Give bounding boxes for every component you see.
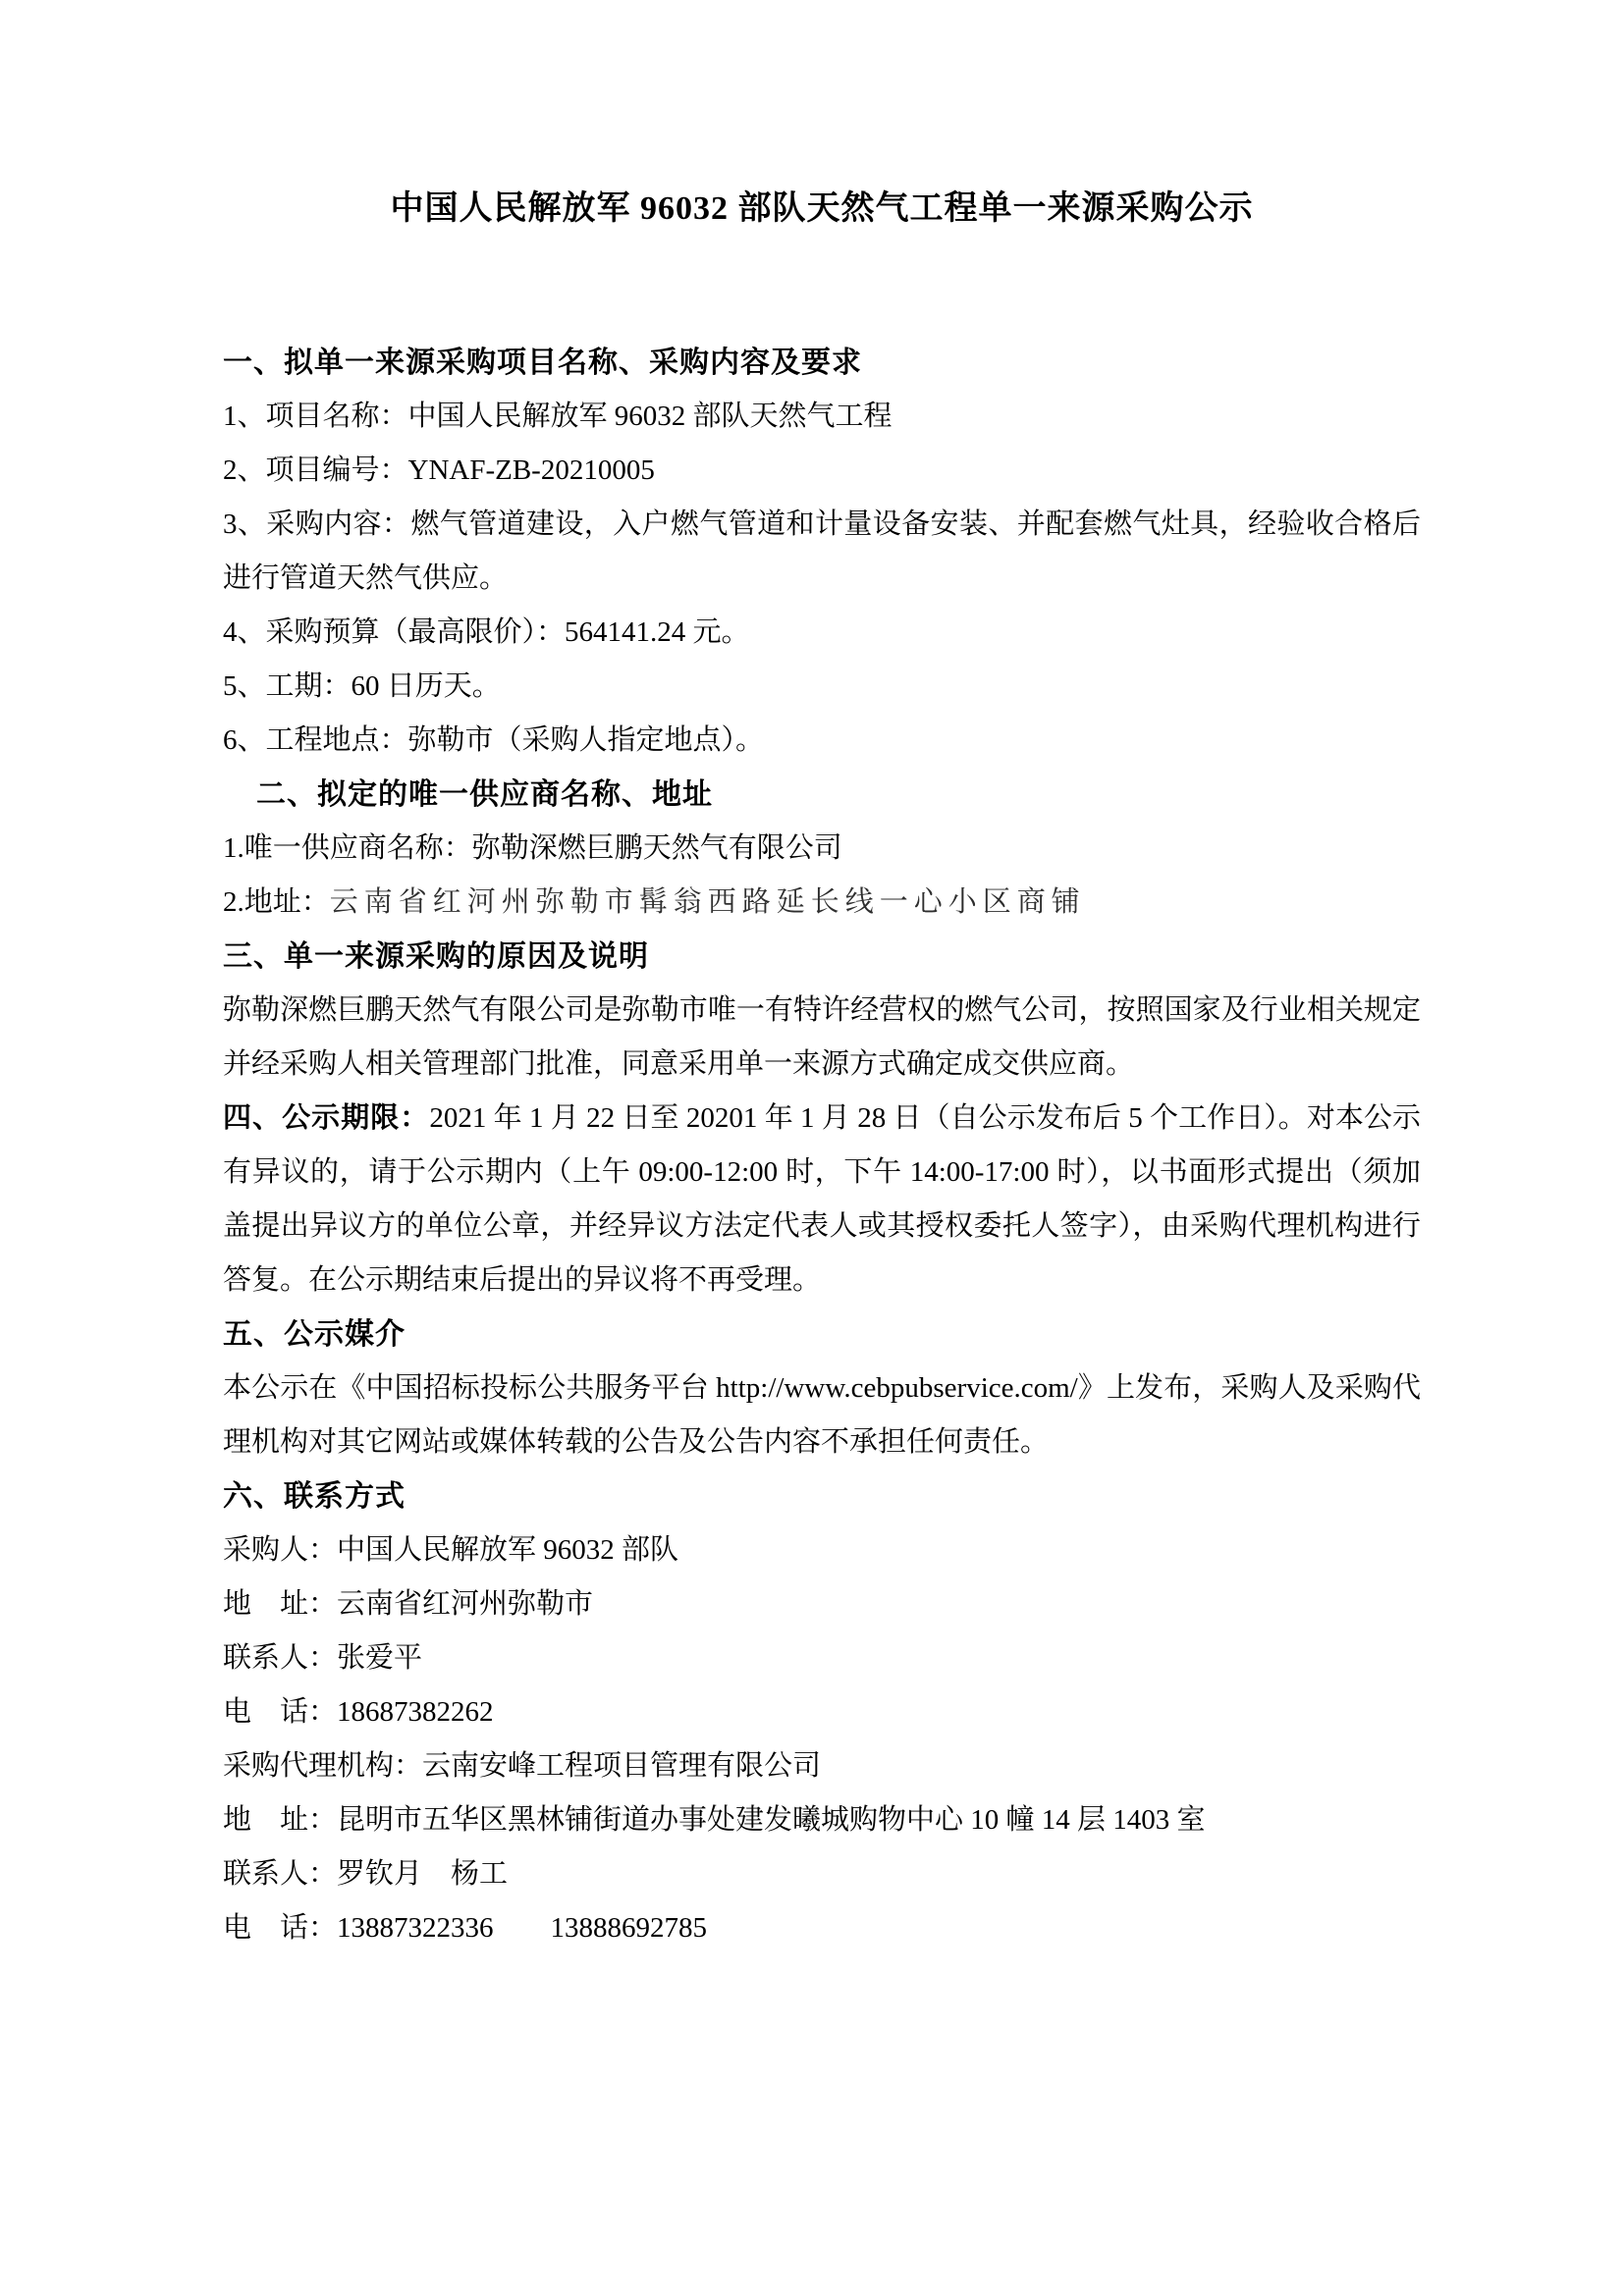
agency-phone-value: 13887322336 13888692785: [337, 1912, 708, 1944]
supplier-name-line: [223, 822, 1421, 876]
section-6-heading: 六、联系方式: [223, 1480, 406, 1513]
single-source-reason-paragraph: 弥勒深燃巨鹏天然气有限公司是弥勒市唯一有特许经营权的燃气公司，按照国家及行业相关规定并经采购人相关管理部门批准，同意采用单一来源方式确定成交供应商。: [223, 994, 1421, 1080]
agency-phone-line: [223, 1901, 1421, 1955]
section-4-heading-inline: 四、公示期限：: [223, 1102, 430, 1134]
agency-contact-line: [223, 1847, 1421, 1901]
supplier-name-value: 弥勒深燃巨鹏天然气有限公司: [471, 832, 842, 864]
purchaser-contact-label: 联系人：: [223, 1642, 338, 1674]
project-number-line: 2、项目编号：YNAF-ZB-20210005: [223, 454, 655, 486]
supplier-address-line: [223, 876, 1421, 930]
purchaser-contact-line: [223, 1631, 1421, 1685]
purchaser-label: 采购人：: [223, 1534, 338, 1566]
purchaser-address-line: [223, 1577, 1421, 1631]
publicity-period-text: 2021 年 1 月 22 日至 20201 年 1 月 28 日（自公示发布后 5 个工作日）。对本公示有异议的，请于公示期内（上午 09:00-12:00 时，下午 14:00-17:00 时），以书面形式提出（须加盖提出异议方的单位公章，并经异议方法定代表人或其授权委托人签字），由采购代理机构进行答复。在公示期结束后提出的异议将不再受理。: [223, 1102, 1421, 1296]
agency-line: [223, 1739, 1421, 1793]
publicity-period-paragraph: [223, 1092, 1421, 1308]
agency-contact-label: 联系人：: [223, 1858, 338, 1890]
agency-address-value: 昆明市五华区黑林铺街道办事处建发曦城购物中心 10 幢 14 层 1403 室: [337, 1804, 1206, 1836]
agency-value: 云南安峰工程项目管理有限公司: [422, 1750, 822, 1782]
supplier-name-label: 1.唯一供应商名称：: [223, 832, 472, 864]
purchaser-value: 中国人民解放军 96032 部队: [337, 1534, 679, 1566]
purchaser-phone-line: [223, 1685, 1421, 1739]
document-title: 中国人民解放军 96032 部队天然气工程单一来源采购公示: [390, 190, 1254, 227]
publicity-media-paragraph: 本公示在《中国招标投标公共服务平台 http://www.cebpubservice.com/》上发布，采购人及采购代理机构对其它网站或媒体转载的公告及公告内容不承担任何责任。: [223, 1372, 1421, 1458]
purchaser-address-label: 地 址：: [223, 1588, 338, 1620]
project-name-line: 1、项目名称：中国人民解放军 96032 部队天然气工程: [223, 400, 893, 432]
agency-label: 采购代理机构：: [223, 1750, 423, 1782]
budget-line: 4、采购预算（最高限价）：564141.24 元。: [223, 616, 750, 648]
agency-address-label: 地 址：: [223, 1804, 338, 1836]
section-3-heading: 三、单一来源采购的原因及说明: [223, 940, 649, 973]
supplier-address-label: 2.地址：: [223, 886, 330, 918]
section-1-heading: 一、拟单一来源采购项目名称、采购内容及要求: [223, 347, 862, 379]
procurement-content-paragraph: 3、采购内容：燃气管道建设，入户燃气管道和计量设备安装、并配套燃气灶具，经验收合格后进行管道天然气供应。: [223, 508, 1421, 594]
purchaser-phone-value: 18687382262: [337, 1696, 494, 1728]
purchaser-contact-value: 张爱平: [337, 1642, 423, 1674]
supplier-address-value: 云南省红河州弥勒市髯翁西路延长线一心小区商铺: [329, 886, 1086, 918]
section-5-heading: 五、公示媒介: [223, 1318, 406, 1351]
purchaser-line: [223, 1523, 1421, 1577]
purchaser-phone-label: 电 话：: [223, 1696, 338, 1728]
agency-contact-value: 罗钦月 杨工: [337, 1858, 509, 1890]
agency-phone-label: 电 话：: [223, 1912, 338, 1944]
agency-address-line: [223, 1793, 1421, 1847]
purchaser-address-value: 云南省红河州弥勒市: [337, 1588, 594, 1620]
location-line: 6、工程地点：弥勒市（采购人指定地点）。: [223, 724, 765, 756]
section-2-heading: 二、拟定的唯一供应商名称、地址: [256, 778, 713, 811]
duration-line: 5、工期：60 日历天。: [223, 670, 501, 702]
